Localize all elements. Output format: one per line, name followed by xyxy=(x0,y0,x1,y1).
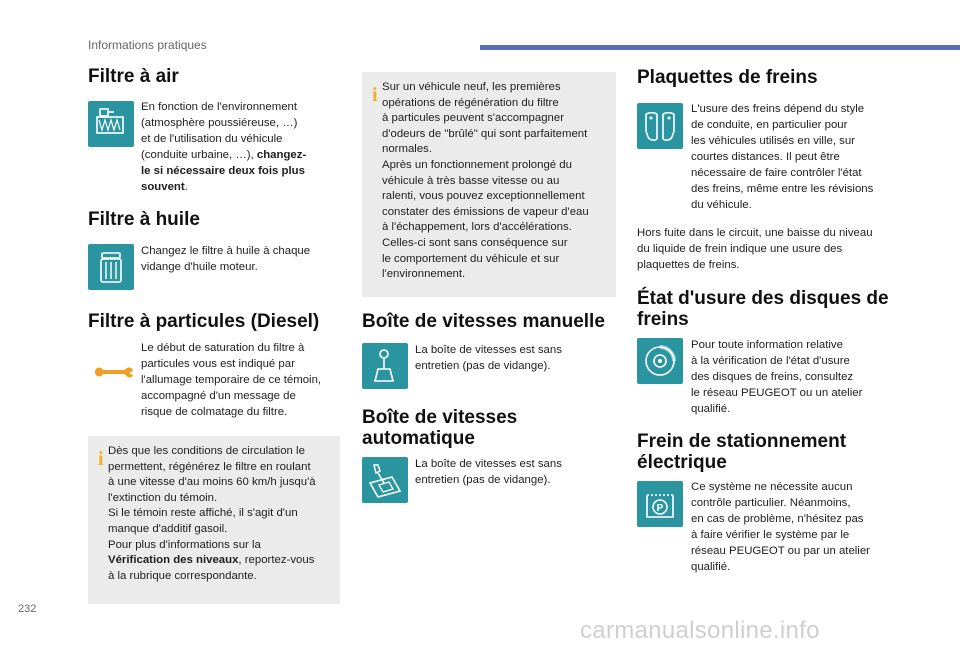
brake-fluid-text: Hors fuite dans le circuit, une baisse du niveau du liquide de frein indique une usure des plaquettes de freins. xyxy=(637,227,873,271)
new-vehicle-note-text: Sur un véhicule neuf, les premières opérations de régénération du filtre à particules peuvent s'accompagner d'odeurs de "brûlé" qui sont parfaitement normales. Après un fonctionnement prolongé du véhicule à très basse vitesse ou au ralenti, vous pouvez exceptionnellement constater des émissions de vapeur d'eau à l'échappement, lors d'accélérations. Celles-ci sont sans conséquence sur le comportement du véhicule et sur l'environnement. xyxy=(382,81,589,281)
wrench-warning-icon xyxy=(92,357,136,379)
brake-pads-title: Plaquettes de freins xyxy=(637,67,818,88)
automatic-gearbox-icon xyxy=(362,457,408,503)
parking-brake-text: Ce système ne nécessite aucun contrôle particulier. Néanmoins, en cas de problème, n'hésitez pas à faire vérifier le système par le réseau PEUGEOT ou par un atelier qualifié. xyxy=(691,481,870,573)
section-header: Informations pratiques xyxy=(88,38,207,52)
regeneration-note-text: Dès que les conditions de circulation le permettent, régénérez le filtre en roulant à une vitesse d'au moins 60 km/h jusqu'à l'extinction du témoin. Si le témoin reste affiché, il s'agit d'un manque d'additif gasoil. Pour plus d'informations sur la Vérification des niveaux, reportez-vous à la rubrique correspondante. xyxy=(108,445,316,582)
air-filter-text: En fonction de l'environnement (atmosphère poussiéreuse, …) et de l'utilisation du véhicule (conduite urbaine, …), changez- le si nécessaire deux fois plus souvent. xyxy=(141,101,307,193)
oil-filter-icon xyxy=(88,244,134,290)
automatic-gearbox-text: La boîte de vitesses est sans entretien (pas de vidange). xyxy=(415,458,562,486)
brake-disc-icon xyxy=(637,338,683,384)
air-filter-title: Filtre à air xyxy=(88,66,179,87)
particle-filter-text: Le début de saturation du filtre à particules vous est indiqué par l'allumage temporaire de ce témoin, accompagné d'un message de risque de colmatage du filtre. xyxy=(141,342,322,418)
particle-filter-title: Filtre à particules (Diesel) xyxy=(88,311,320,332)
automatic-gearbox-title: Boîte de vitesses automatique xyxy=(362,407,518,449)
oil-filter-text: Changez le filtre à huile à chaque vidange d'huile moteur. xyxy=(141,245,311,273)
watermark: carmanualsonline.info xyxy=(580,617,820,644)
brake-pads-icon xyxy=(637,103,683,149)
header-bar xyxy=(480,45,960,50)
brake-discs-text: Pour toute information relative à la vérification de l'état d'usure des disques de freins, consultez le réseau PEUGEOT ou un atelier qualifié. xyxy=(691,339,863,415)
parking-brake-title: Frein de stationnement électrique xyxy=(637,431,847,473)
manual-gearbox-title: Boîte de vitesses manuelle xyxy=(362,311,605,332)
page-number: 232 xyxy=(18,603,37,615)
manual-gearbox-icon xyxy=(362,343,408,389)
info-marker-icon: i xyxy=(98,448,104,470)
air-filter-icon xyxy=(88,101,134,147)
manual-gearbox-text: La boîte de vitesses est sans entretien (pas de vidange). xyxy=(415,344,562,372)
levels-check-link[interactable]: Vérification des niveaux xyxy=(108,554,239,567)
new-vehicle-note xyxy=(362,72,616,297)
parking-brake-icon xyxy=(637,481,683,527)
brake-pads-text: L'usure des freins dépend du style de conduite, en particulier pour les véhicules utilisés en ville, sur courtes distances. Il peut être nécessaire de faire contrôler l'état des freins, même entre les révisions du véhicule. xyxy=(691,103,874,211)
regeneration-note xyxy=(88,436,340,604)
oil-filter-title: Filtre à huile xyxy=(88,209,200,230)
brake-discs-title: État d'usure des disques de freins xyxy=(637,288,889,330)
info-marker-icon: i xyxy=(372,84,378,106)
svg-text:P: P xyxy=(656,503,664,514)
